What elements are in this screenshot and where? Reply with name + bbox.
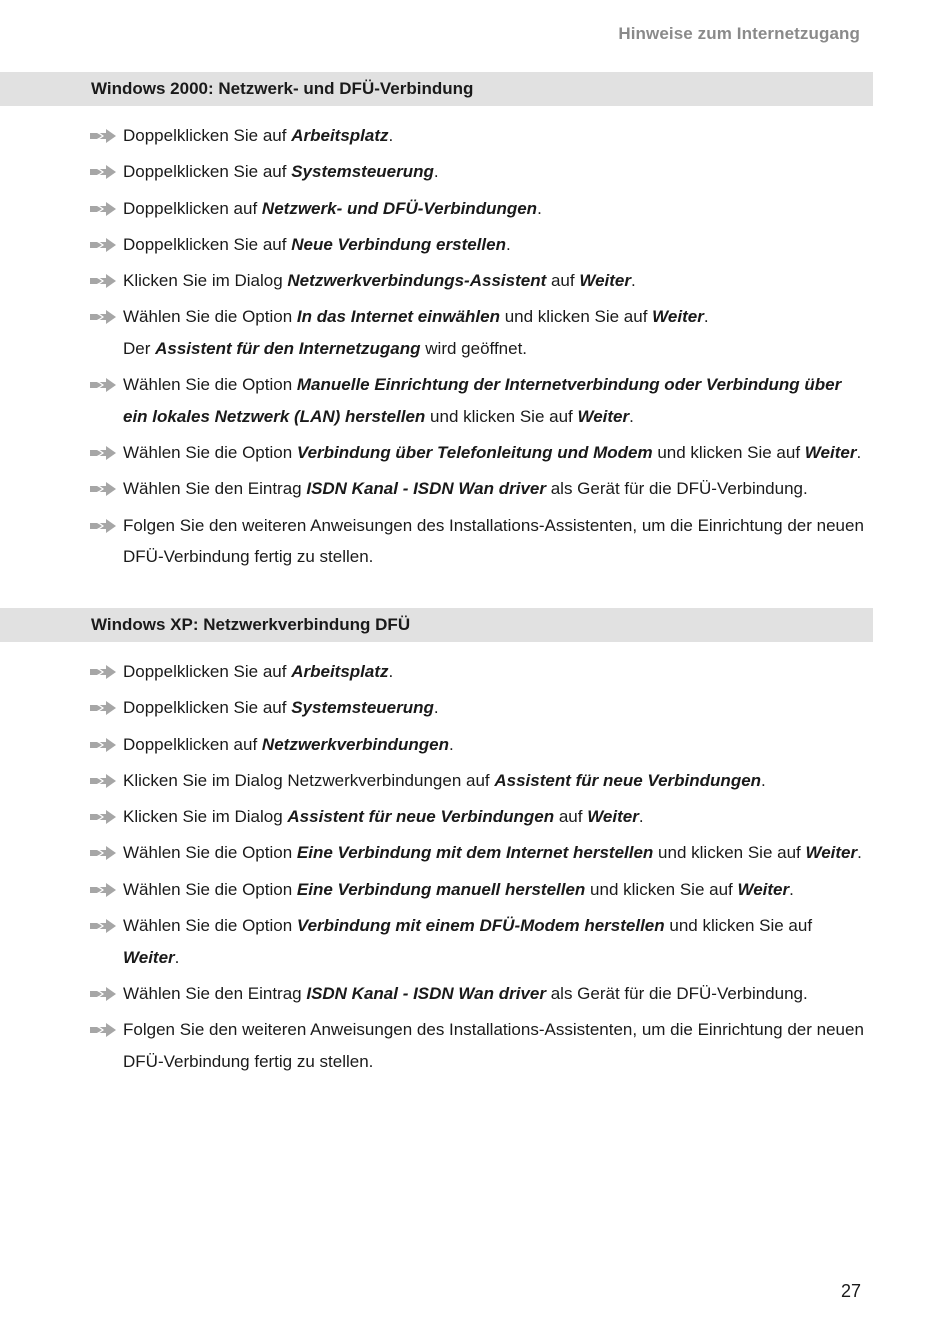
step-item (0, 301, 950, 364)
ui-term: Netzwerkverbindungen (261, 734, 449, 754)
section-header-windows-xp (0, 608, 873, 642)
ui-term: ISDN Kanal - ISDN Wan driver (306, 983, 546, 1003)
step-text: Doppelklicken Sie auf (123, 126, 292, 145)
step-text: . (388, 662, 394, 681)
step-item (0, 801, 950, 833)
ui-term: Verbindung über Telefonleitung und Modem (296, 443, 653, 463)
step-item (0, 156, 950, 188)
arrow-right-icon (89, 201, 117, 217)
arrow-right-icon (89, 518, 117, 534)
ui-term: Eine Verbindung manuell herstellen (296, 879, 586, 899)
ui-term: Weiter (579, 271, 631, 291)
step-text: als Gerät für die DFÜ-Verbindung. (545, 983, 808, 1003)
step-text: . (433, 162, 439, 182)
step-text: Folgen Sie den weiteren Anweisungen des Installations-Assistenten, um die Einrichtung der neuen DFÜ-Verbindung fertig zu stellen. (123, 1020, 864, 1071)
section-header-windows-2000 (0, 72, 873, 106)
arrow-right-icon (89, 809, 117, 825)
ui-term: Weiter (737, 879, 790, 899)
ui-term: Assistent für den Internetzugang (155, 338, 421, 358)
step-text: Klicken Sie im Dialog Netzwerkverbindungen auf (123, 770, 495, 790)
arrow-right-icon (89, 377, 117, 393)
arrow-right-icon (89, 737, 117, 753)
step-list-windows-xp (0, 656, 950, 1082)
arrow-right-icon (89, 128, 117, 144)
ui-term: Weiter (123, 947, 175, 967)
step-text: . (388, 126, 394, 145)
step-text: . (174, 947, 180, 967)
step-item (0, 473, 950, 505)
step-text: und klicken Sie auf (585, 879, 738, 899)
step-text: wird geöffnet. (420, 338, 528, 358)
step-text: Folgen Sie den weiteren Anweisungen des Installations-Assistenten, um die Einrichtung der neuen DFÜ-Verbindung fertig zu stellen. (123, 515, 864, 567)
ui-term: Eine Verbindung mit dem Internet herstellen (296, 843, 654, 863)
step-item (0, 692, 950, 724)
ui-term: In das Internet einwählen (296, 307, 500, 327)
step-text: Doppelklicken auf (123, 198, 262, 218)
step-text: . (703, 307, 709, 327)
step-text: und klicken Sie auf (652, 443, 805, 463)
ui-term: Systemsteuerung (291, 162, 434, 182)
step-text: auf (546, 271, 580, 291)
step-text: . (857, 843, 862, 863)
step-text: Wählen Sie die Option (123, 879, 297, 899)
ui-term: Weiter (652, 307, 704, 327)
running-header: Hinweise zum Internetzugang (618, 24, 860, 43)
step-text: . (856, 443, 862, 463)
step-item (0, 1014, 950, 1077)
ui-term: Assistent für neue Verbindungen (494, 770, 762, 790)
arrow-right-icon (89, 882, 117, 898)
step-text: . (789, 879, 794, 899)
step-text: . (631, 271, 636, 291)
step-text: und klicken Sie auf (653, 843, 806, 863)
section-title: Windows XP: Netzwerkverbindung DFÜ (91, 615, 411, 634)
step-text: Doppelklicken auf (123, 734, 262, 754)
arrow-right-icon (89, 664, 117, 680)
step-item (0, 369, 950, 432)
ui-term: Weiter (577, 406, 630, 426)
ui-term: Arbeitsplatz (291, 126, 389, 145)
ui-term: Netzwerk- und DFÜ-Verbindungen (261, 198, 538, 218)
ui-term: Assistent für neue Verbindungen (287, 807, 555, 827)
step-item (0, 978, 950, 1010)
step-text: . (448, 734, 454, 754)
step-text: Doppelklicken Sie auf (123, 698, 292, 718)
step-text: auf (554, 807, 588, 827)
step-text: Wählen Sie die Option (123, 916, 297, 936)
step-item (0, 874, 950, 906)
step-item (0, 656, 950, 688)
step-text: . (761, 770, 766, 790)
step-text: und klicken Sie auf (425, 406, 578, 426)
ui-term: Systemsteuerung (291, 698, 434, 718)
step-text: Doppelklicken Sie auf (123, 234, 292, 254)
ui-term: Verbindung mit einem DFÜ-Modem herstellen (296, 916, 665, 936)
arrow-right-icon (89, 986, 117, 1002)
step-item (0, 765, 950, 797)
step-text: Wählen Sie die Option (123, 843, 297, 863)
step-text: Klicken Sie im Dialog (123, 271, 288, 291)
step-item (0, 729, 950, 761)
page-number: 27 (840, 1281, 861, 1301)
step-text: Wählen Sie den Eintrag (123, 479, 307, 499)
step-text: Doppelklicken Sie auf (123, 162, 292, 182)
step-list-windows-2000 (0, 120, 950, 577)
arrow-right-icon (89, 845, 117, 861)
step-text: Wählen Sie die Option (123, 443, 297, 463)
arrow-right-icon (89, 445, 117, 461)
step-text: . (629, 406, 634, 426)
ui-term: ISDN Kanal - ISDN Wan driver (306, 479, 546, 499)
arrow-right-icon (89, 273, 117, 289)
step-text: Wählen Sie die Option (123, 375, 297, 395)
arrow-right-icon (89, 700, 117, 716)
step-item (0, 229, 950, 261)
arrow-right-icon (89, 773, 117, 789)
step-item (0, 120, 950, 152)
step-text: Der (123, 338, 156, 358)
step-item (0, 837, 950, 869)
step-text: Wählen Sie die Option (123, 307, 297, 327)
ui-term: Weiter (804, 443, 857, 463)
arrow-right-icon (89, 164, 117, 180)
arrow-right-icon (89, 309, 117, 325)
ui-term: Weiter (805, 843, 858, 863)
step-item (0, 910, 950, 973)
step-text: Doppelklicken Sie auf (123, 662, 292, 681)
step-text: . (433, 698, 439, 718)
step-text: Klicken Sie im Dialog (123, 807, 288, 827)
step-item (0, 510, 950, 573)
step-item (0, 265, 950, 297)
arrow-right-icon (89, 481, 117, 497)
step-item (0, 437, 950, 469)
step-text: . (505, 234, 511, 254)
arrow-right-icon (89, 1022, 117, 1038)
step-text: Wählen Sie den Eintrag (123, 983, 307, 1003)
step-text: und klicken Sie auf (664, 916, 813, 936)
section-title: Windows 2000: Netzwerk- und DFÜ-Verbindung (91, 79, 474, 98)
arrow-right-icon (89, 237, 117, 253)
ui-term: Manuelle Einrichtung der Internetverbindung oder Verbindung über ein lokales Netzwerk (LAN) herstellen (123, 375, 842, 426)
ui-term: Netzwerkverbindungs-Assistent (287, 271, 547, 291)
ui-term: Arbeitsplatz (291, 662, 389, 681)
step-text: . (638, 807, 644, 827)
ui-term: Weiter (587, 807, 639, 827)
ui-term: Neue Verbindung erstellen (291, 234, 506, 254)
step-text: als Gerät für die DFÜ-Verbindung. (545, 479, 808, 499)
step-text: und klicken Sie auf (500, 307, 653, 327)
step-text: . (537, 198, 542, 218)
step-item (0, 193, 950, 225)
arrow-right-icon (89, 918, 117, 934)
